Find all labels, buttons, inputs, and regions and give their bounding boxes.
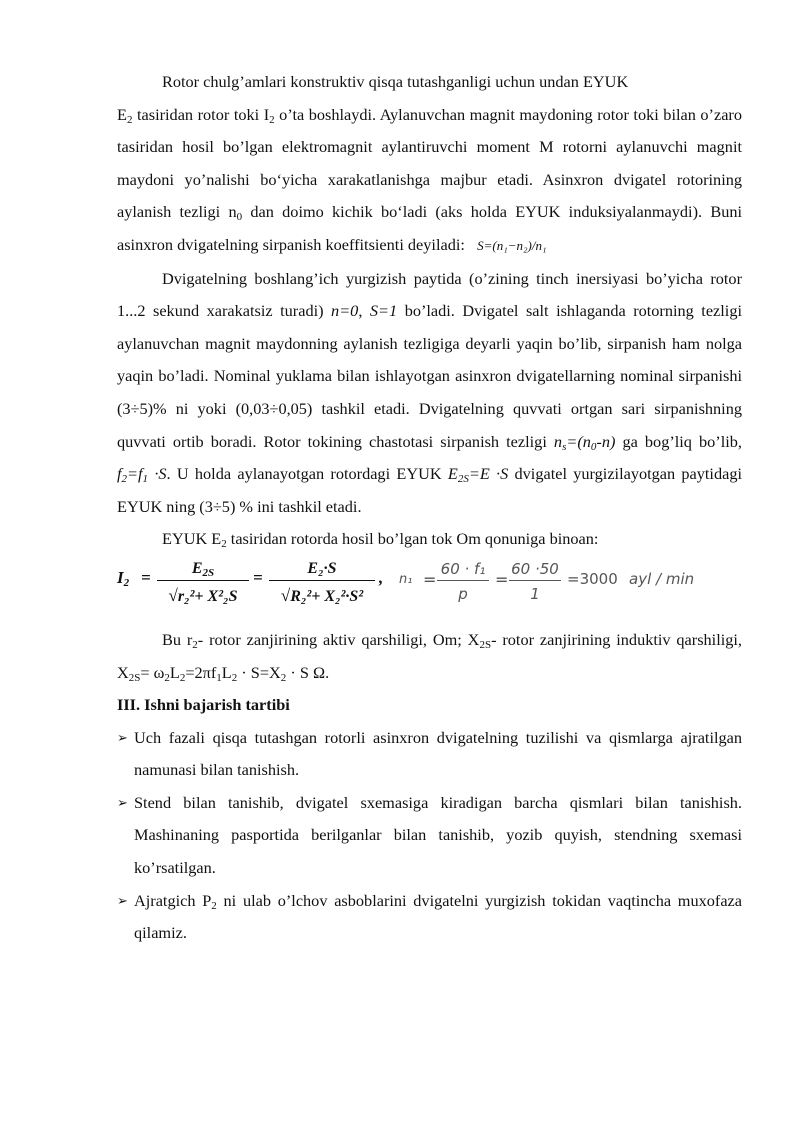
math: 2	[121, 473, 128, 486]
fraction-2: $\frac{\text{E₂·S}}{\text{√R₂²+ X₂²·S²}}$	[269, 558, 375, 610]
text: dvigatel yurgizilayotgan paytidagi EYUK ning (3÷5) % ini tashkil etadi.	[117, 464, 742, 516]
text: ga bog’liq bo’lib,	[615, 431, 742, 451]
text: dan doimo kichik bo‘ladi (aks holda EYUK induksiyalanmaydi). Buni asinxron dvigatelning sirpanish koeffitsienti deyiladi:	[117, 202, 742, 254]
math: -n)	[596, 431, 616, 451]
comma: ,	[379, 567, 384, 587]
math: n	[553, 431, 563, 451]
subscript: 2	[221, 538, 227, 551]
arrow-bullet-icon: ➢	[117, 794, 128, 810]
equals-sign: =	[141, 567, 151, 587]
text: Dvigatelning boshlang’ich yurgizish paytida (o’zining tinch inersiyasi bo’yicha rotor 1...2 sekund xarakatsiz turadi)	[117, 268, 742, 321]
math: S=1	[369, 301, 398, 321]
math: =E ·S	[468, 464, 509, 484]
text: . U holda aylanayotgan rotordagi EYUK	[166, 464, 448, 484]
rpm-unit: ayl / min	[629, 569, 695, 588]
arrow-bullet-icon: ➢	[117, 892, 128, 908]
text: bo’ladi. Dvigatel salt ishlaganda rotorning tezligi aylanuvchan magnit maydonning aylanish tezligiga deyarli yaqin bo’lib, sirpanish ham nolga yaqin bo’ladi. Nominal yuklama bilan ishlayotgan asinxron dvigatellarning nominal sirpanishi (3÷5)% ni yoki (0,03÷0,05) tashkil etadi. Dvigatelning quvvati ortgan sari sirpanishning quvvati ortib boradi. Rotor tokining chastotasi sirpanish tezligi	[117, 301, 742, 451]
text: ,	[358, 301, 370, 321]
math: 0	[590, 440, 597, 453]
list-item	[117, 722, 742, 787]
math: f	[117, 464, 122, 484]
math: 1	[142, 473, 149, 486]
math: s	[562, 440, 567, 453]
math: =f	[127, 464, 143, 484]
rpm-result: =3000	[567, 569, 618, 588]
equals-sign-4: =	[495, 569, 509, 589]
list-item-text: Ajratgich $P_2$ ni ulab o’lchov asboblarini dvigatelni yurgizish tokidan vaqtincha muxofaza qilamiz.	[134, 890, 742, 943]
rpm-fraction-2: $\frac{60 \cdot 50}{1}$	[509, 558, 561, 607]
text: tasiridan rotor toki I	[132, 104, 270, 124]
subscript: 2	[269, 113, 275, 126]
formula-lhs: $I_2$	[117, 567, 130, 589]
rpm-n1: n₁	[399, 571, 413, 587]
math: =(n	[566, 431, 591, 451]
arrow-bullet-icon: ➢	[117, 729, 128, 745]
text: Rotor chulg’amlari konstruktiv qisqa tutashganligi uchun undan EYUK	[162, 72, 629, 91]
slip-formula: S=(n₁−n₂)/n₁	[477, 237, 547, 253]
subscript: 0	[236, 211, 243, 224]
fraction-1: $\frac{E_{2S}}{\text{√r₂²+ X²₂S}}$	[157, 558, 249, 610]
paragraph-1	[117, 66, 742, 263]
ohm-law-formula	[117, 558, 742, 620]
list-item	[117, 885, 742, 950]
paragraph-3	[117, 523, 742, 556]
paragraph-4: Bu $r_2-$ rotor zanjirining aktiv qarshiligi, Om; $X_{2S}-$ rotor zanjirining induktiv qarshiligi, $X_{2S}= \omega_2L_2=2\pi f_1L_2 \cdot S=X_2 \cdot S$ Ω.	[117, 629, 742, 684]
section-heading: III. Ishni bajarish tartibi	[117, 695, 290, 715]
rpm-fraction-1: $\frac{\text{60 · f₁}}{p}$	[437, 558, 489, 607]
subscript: 2	[126, 113, 133, 126]
math: n=0	[331, 301, 359, 321]
text: tasiridan rotorda hosil bo’lgan tok Om qonuniga binoan:	[226, 529, 599, 549]
math: 2S	[457, 473, 469, 486]
document-page	[117, 66, 742, 950]
list-item	[117, 787, 742, 885]
math: E	[447, 464, 458, 484]
equals-sign-2: =	[253, 567, 263, 587]
text: EYUK E	[162, 529, 222, 549]
list-item-text: Stend bilan tanishib, dvigatel sxemasiga kiradigan barcha qismlari bilan tanishish. Mashinaning pasportida berilganlar bilan tanishib, yozib quyish, stendning sxemasi ko’rsatilgan.	[134, 792, 742, 878]
paragraph-2	[117, 263, 742, 524]
math: ·S	[148, 464, 167, 484]
list-item-text: Uch fazali qisqa tutashgan rotorli asinxron dvigatelning tuzilishi va qismlarga ajratilgan namunasi bilan tanishish.	[134, 727, 742, 780]
equals-sign-3: =	[423, 569, 437, 589]
text: E	[117, 104, 127, 124]
text: o’ta boshlaydi. Aylanuvchan magnit maydoning rotor toki bilan o’zaro tasiridan hosil bo’lgan elektromagnit aylantiruvchi moment M rotorni aylanuvchi magnit maydoni yo’nalishi bo‘yicha xarakatlanishga majbur etadi. Asinxron dvigatel rotorining aylanish tezligi n	[117, 104, 742, 222]
